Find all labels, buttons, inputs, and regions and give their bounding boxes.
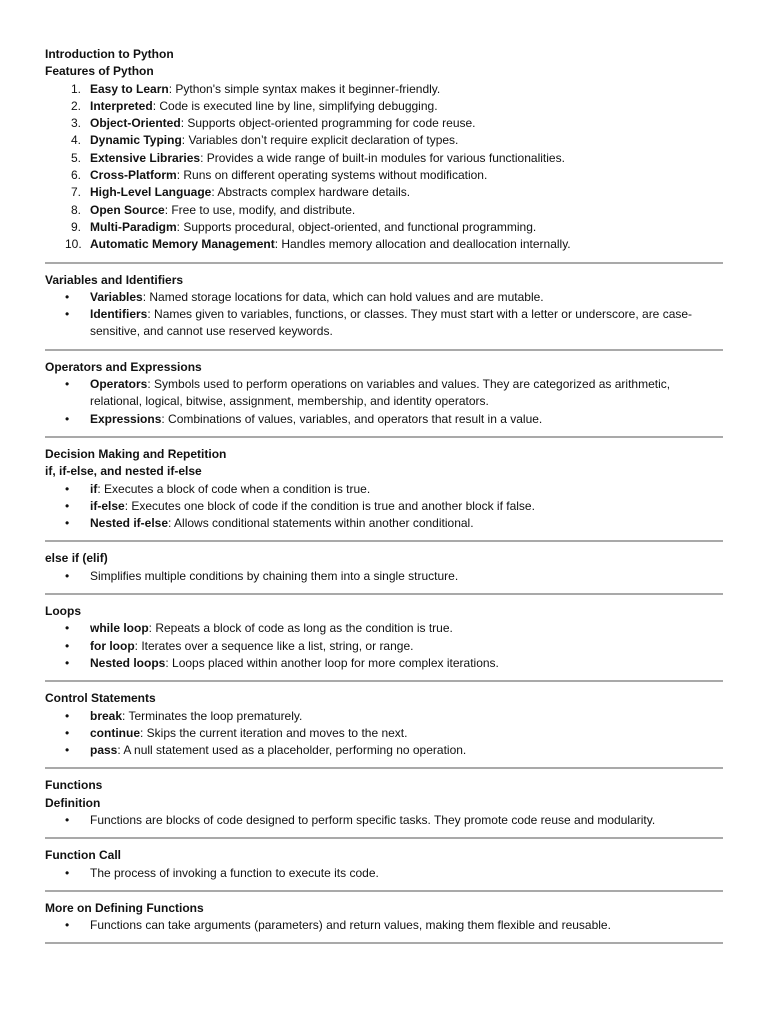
- item-term: Object-Oriented: [90, 116, 181, 131]
- bullet-icon: •: [65, 411, 70, 426]
- item-description: Simplifies multiple conditions by chaining them into a single structure.: [90, 568, 459, 583]
- section-divider: [45, 436, 723, 438]
- item-description: : Executes one block of code if the condition is true and another block if false.: [124, 498, 535, 513]
- item-description: : Free to use, modify, and distribute.: [164, 202, 356, 217]
- list-item: [45, 289, 723, 306]
- section-subtitle: Features of Python: [45, 64, 154, 79]
- bullet-icon: •: [65, 812, 70, 827]
- list-item: [45, 708, 723, 725]
- bullet-icon: •: [65, 655, 70, 670]
- section-title: More on Defining Functions: [45, 900, 204, 915]
- list-item: [45, 132, 723, 149]
- item-number: 3.: [70, 116, 81, 131]
- list-item: [45, 865, 723, 882]
- item-description: : Code is executed line by line, simplifying debugging.: [152, 98, 438, 113]
- section-elif: [45, 550, 723, 585]
- item-term: Open Source: [90, 202, 165, 217]
- item-description: : Provides a wide range of built-in modules for various functionalities.: [200, 150, 565, 165]
- list-item: [45, 515, 723, 532]
- section-title: Functions: [45, 778, 103, 793]
- item-description: : Repeats a block of code as long as the condition is true.: [148, 621, 453, 636]
- item-term: High-Level Language: [90, 185, 212, 200]
- item-description: : Python's simple syntax makes it beginner-friendly.: [168, 81, 441, 96]
- section-divider: [45, 349, 723, 351]
- item-description: : Skips the current iteration and moves to the next.: [140, 725, 408, 740]
- bullet-icon: •: [65, 743, 70, 758]
- section-divider: [45, 540, 723, 542]
- item-term: if-else: [90, 498, 125, 513]
- item-number: 7.: [70, 185, 81, 200]
- bullet-icon: •: [65, 377, 70, 392]
- section-control-statements: [45, 690, 723, 759]
- document-body: [45, 46, 723, 952]
- item-description: : Iterates over a sequence like a list, string, or range.: [134, 638, 414, 653]
- section-subtitle: if, if-else, and nested if-else: [45, 464, 202, 479]
- list-item: [45, 376, 723, 411]
- bullet-icon: •: [65, 481, 70, 496]
- item-description: : Abstracts complex hardware details.: [211, 185, 411, 200]
- item-number: 10.: [65, 237, 82, 252]
- list-item: [45, 150, 723, 167]
- item-description: : Allows conditional statements within another conditional.: [168, 516, 474, 531]
- item-description: : Executes a block of code when a condition is true.: [97, 481, 371, 496]
- item-term: continue: [90, 725, 140, 740]
- list-item: [45, 202, 723, 219]
- item-number: 1.: [70, 81, 81, 96]
- list-item: [45, 568, 723, 585]
- bullet-icon: •: [65, 516, 70, 531]
- list-item: [45, 917, 723, 934]
- section-divider: [45, 593, 723, 595]
- bullet-list: [45, 620, 723, 672]
- list-item: [45, 620, 723, 637]
- item-number: 4.: [70, 133, 81, 148]
- bullet-icon: •: [65, 568, 70, 583]
- section-divider: [45, 767, 723, 769]
- section-divider: [45, 262, 723, 264]
- list-item: [45, 411, 723, 428]
- section-title: Operators and Expressions: [45, 359, 202, 374]
- bullet-icon: •: [65, 865, 70, 880]
- item-description: : Symbols used to perform operations on variables and values. They are categorized as arithmetic, relational, logical, bitwise, assignment, membership, and identity operators.: [90, 377, 671, 409]
- list-item: [45, 742, 723, 759]
- item-description: : Variables don’t require explicit declaration of types.: [181, 133, 459, 148]
- item-description: : Supports procedural, object-oriented, and functional programming.: [176, 219, 537, 234]
- bullet-icon: •: [65, 725, 70, 740]
- section-functions: [45, 777, 723, 829]
- item-number: 8.: [70, 202, 81, 217]
- list-item: [45, 219, 723, 236]
- item-term: Easy to Learn: [90, 81, 169, 96]
- bullet-list: [45, 917, 723, 934]
- section-divider: [45, 942, 723, 944]
- list-item: [45, 655, 723, 672]
- list-item: [45, 167, 723, 184]
- section-variables: [45, 272, 723, 341]
- item-number: 9.: [70, 219, 81, 234]
- section-title: Variables and Identifiers: [45, 272, 184, 287]
- item-description: The process of invoking a function to execute its code.: [90, 865, 379, 880]
- item-term: Operators: [90, 377, 148, 392]
- section-loops: [45, 603, 723, 672]
- item-description: : Names given to variables, functions, or classes. They must start with a letter or underscore, are case-sensitive, and cannot use reserved keywords.: [90, 307, 693, 339]
- section-decision-making: [45, 446, 723, 532]
- list-item: [45, 81, 723, 98]
- bullet-list: [45, 708, 723, 760]
- section-title: Introduction to Python: [45, 47, 174, 61]
- bullet-list: [45, 812, 723, 829]
- list-item: [45, 98, 723, 115]
- item-number: 5.: [70, 150, 81, 165]
- bullet-icon: •: [65, 621, 70, 636]
- bullet-list: [45, 481, 723, 533]
- item-term: break: [90, 708, 123, 723]
- section-title: else if (elif): [45, 551, 108, 566]
- item-description: : Combinations of values, variables, and operators that result in a value.: [161, 411, 543, 426]
- item-term: Cross-Platform: [90, 168, 177, 183]
- list-item: [45, 812, 723, 829]
- item-description: : Named storage locations for data, which can hold values and are mutable.: [142, 289, 544, 304]
- item-description: : A null statement used as a placeholder, performing no operation.: [117, 743, 467, 758]
- section-function-call: [45, 847, 723, 882]
- item-number: 2.: [70, 98, 81, 113]
- item-number: 6.: [70, 168, 81, 183]
- bullet-icon: •: [65, 708, 70, 723]
- item-term: Dynamic Typing: [90, 133, 182, 148]
- bullet-icon: •: [65, 498, 70, 513]
- item-term: while loop: [90, 621, 149, 636]
- item-description: : Loops placed within another loop for more complex iterations.: [165, 655, 499, 670]
- section-title: Control Statements: [45, 691, 156, 706]
- list-item: [45, 184, 723, 201]
- bullet-icon: •: [65, 289, 70, 304]
- list-item: [45, 236, 723, 253]
- section-divider: [45, 837, 723, 839]
- bullet-icon: •: [65, 307, 70, 322]
- bullet-list: [45, 289, 723, 341]
- item-term: Nested if-else: [90, 516, 169, 531]
- item-description: : Supports object-oriented programming for code reuse.: [180, 116, 476, 131]
- section-divider: [45, 890, 723, 892]
- item-description: : Runs on different operating systems without modification.: [176, 168, 488, 183]
- item-description: Functions are blocks of code designed to perform specific tasks. They promote code reuse and modularity.: [90, 812, 656, 827]
- section-divider: [45, 680, 723, 682]
- item-term: Nested loops: [90, 655, 166, 670]
- item-term: Multi-Paradigm: [90, 219, 177, 234]
- item-description: : Terminates the loop prematurely.: [122, 708, 303, 723]
- bullet-list: [45, 865, 723, 882]
- item-term: pass: [90, 743, 118, 758]
- item-term: if: [90, 481, 98, 496]
- section-more-on-functions: [45, 900, 723, 935]
- list-item: [45, 481, 723, 498]
- list-item: [45, 498, 723, 515]
- bullet-list: [45, 568, 723, 585]
- item-term: Extensive Libraries: [90, 150, 201, 165]
- list-item: [45, 115, 723, 132]
- section-introduction: [45, 46, 723, 254]
- list-item: [45, 638, 723, 655]
- features-list: [45, 81, 723, 254]
- bullet-icon: •: [65, 918, 70, 933]
- bullet-list: [45, 376, 723, 428]
- section-title: Function Call: [45, 848, 121, 863]
- item-term: Expressions: [90, 411, 162, 426]
- bullet-icon: •: [65, 638, 70, 653]
- item-term: Automatic Memory Management: [90, 237, 275, 252]
- section-title: Loops: [45, 604, 81, 619]
- item-term: for loop: [90, 638, 135, 653]
- item-description: Functions can take arguments (parameters) and return values, making them flexible and reusable.: [90, 918, 611, 933]
- section-title: Decision Making and Repetition: [45, 446, 227, 461]
- item-term: Variables: [90, 289, 143, 304]
- item-term: Interpreted: [90, 98, 153, 113]
- item-description: : Handles memory allocation and deallocation internally.: [274, 237, 571, 252]
- section-operators: [45, 359, 723, 428]
- list-item: [45, 725, 723, 742]
- section-subtitle: Definition: [45, 795, 101, 810]
- list-item: [45, 306, 723, 341]
- item-term: Identifiers: [90, 307, 148, 322]
